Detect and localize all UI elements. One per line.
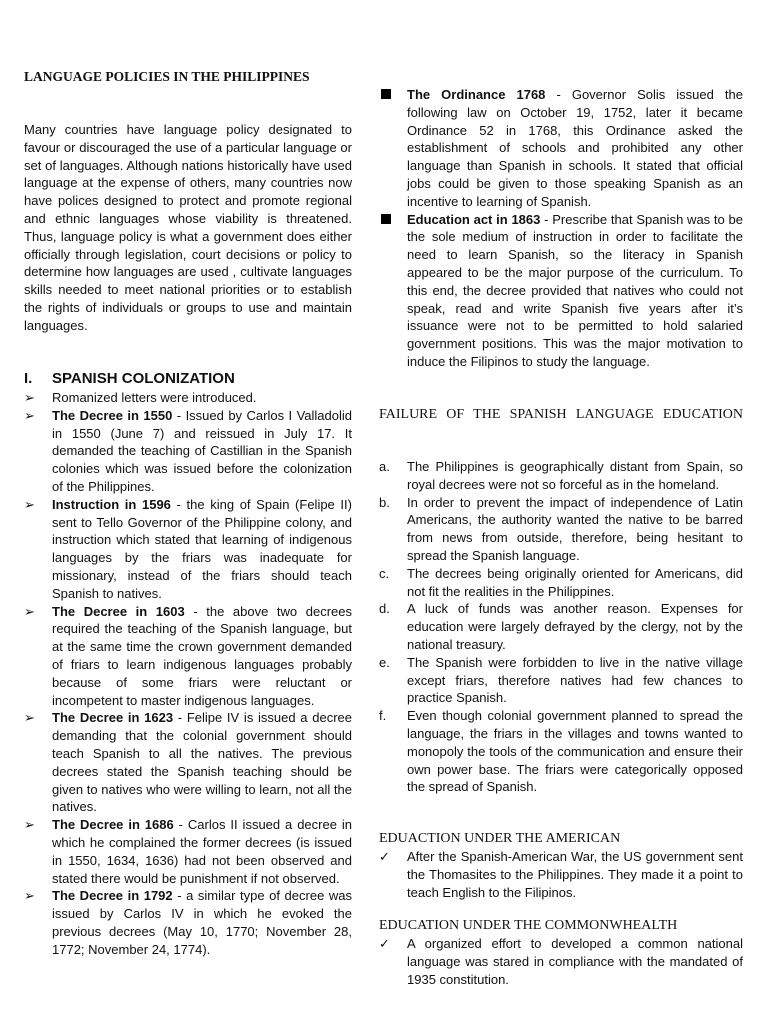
arrow-bullet-icon: ➢ [24, 603, 35, 619]
list-item: ✓ After the Spanish-American War, the US government sent the Thomasites to the Philippines. They made it a point to teach English to the Filipinos. [379, 849, 743, 900]
list-item: d. A luck of funds was another reason. Expenses for education were largely defrayed by the clergy, not by the national treasury. [379, 601, 743, 652]
list-item: ➢ The Decree in 1623 - Felipe IV is issued a decree demanding that the colonial government should teach Spanish to all the natives. The previous decrees stated the Spanish teaching should be given to natives who were willing to learn, not all the natives. [24, 710, 352, 815]
arrow-bullet-icon: ➢ [24, 407, 35, 423]
section-title: SPANISH COLONIZATION [52, 370, 235, 387]
arrow-bullet-icon: ➢ [24, 888, 35, 904]
square-bullet-icon [381, 89, 391, 99]
american-list [379, 848, 743, 901]
failure-heading: FAILURE OF THE SPANISH LANGUAGE EDUCATION [379, 407, 743, 422]
list-item: ➢ The Decree in 1603 - the above two decrees required the teaching of the Spanish language, but at the same time the crown government demanded of friars to learn indigenous languages probably because of some friars were reluctant or incompetent to master indigenous languages. [24, 603, 352, 708]
arrow-bullet-icon: ➢ [24, 817, 35, 833]
list-item: a. The Philippines is geographically distant from Spain, so royal decrees were not so forceful as in the homeland. [379, 459, 743, 492]
section-number: I. [24, 370, 33, 387]
spanish-law-list [379, 86, 743, 371]
list-item: The Ordinance 1768 - Governor Solis issued the following law on October 19, 1752, later it became Ordinance 52 in 1768, this Ordinance asked the establishment of schools and prohibited any other language than Spanish in schools. It stated that official jobs could be given to those speaking Spanish as an incentive to learning of Spanish. [379, 86, 743, 211]
list-item: e. The Spanish were forbidden to live in the native village except friars, therefore natives had few chances to practice Spanish. [379, 654, 743, 706]
commonwealth-heading: EDUCATION UNDER THE COMMONWHEALTH [379, 918, 678, 933]
section-heading [24, 370, 235, 387]
list-item: f. Even though colonial government planned to spread the language, the friars in the villages and towns wanted to monopoly the tools of the communication and ensure their own power base. The friars were categorically opposed the spread of Spanish. [379, 708, 743, 795]
commonwealth-list [379, 935, 743, 988]
arrow-bullet-icon: ➢ [24, 710, 35, 726]
checkmark-icon: ✓ [379, 849, 390, 864]
arrow-bullet-icon: ➢ [24, 496, 35, 512]
list-item: ➢ The Decree in 1550 - Issued by Carlos I Valladolid in 1550 (June 7) and reissued in July 17. It demanded the teaching of Castillian in the Spanish colonies which was issued before the colonization of the Philippines. [24, 407, 352, 494]
list-item: ➢ The Decree in 1686 - Carlos II issued a decree in which he complained the former decrees (is issued in 1550, 1634, 1636) had not been observed and stated there would be punishment if not observed. [24, 817, 352, 886]
list-item: Education act in 1863 - Prescribe that Spanish was to be the sole medium of instruction in order to facilitate the need to learn Spanish, so the literacy in Spanish appeared to be the major purpose of the curriculum. To this end, the decree provided that natives who could not speak, read and write Spanish five years after it’s issuance were not to be permitted to hold salaried government positions. This was the major motivation to induce the Filipinos to study the language. [379, 211, 743, 371]
arrow-bullet-icon: ➢ [24, 390, 35, 405]
failure-list [379, 458, 743, 796]
checkmark-icon: ✓ [379, 936, 390, 951]
american-heading: EDUACTION UNDER THE AMERICAN [379, 831, 621, 846]
list-item: c. The decrees being originally oriented for Americans, did not fit the realities in the Philippines. [379, 565, 743, 599]
page-title: LANGUAGE POLICIES IN THE PHILIPPINES [24, 69, 310, 84]
spanish-colonization-list [24, 389, 352, 959]
square-bullet-icon [381, 214, 391, 224]
list-item: ➢ The Decree in 1792 - a similar type of decree was issued by Carlos IV in which he evoked the previous decrees (May 10, 1770; November 28, 1772; November 24, 1774). [24, 888, 352, 957]
list-item: b. In order to prevent the impact of independence of Latin Americans, the authority wanted the native to be barred from news from outside, therefore, being hesitant to spread the Spanish language. [379, 494, 743, 563]
list-item: ➢ Instruction in 1596 - the king of Spain (Felipe II) sent to Tello Governor of the Philippine colony, and instruction which stated that learning of indigenous languages by the friars was inadequate for missionary, instead of the friars should teach Spanish to natives. [24, 496, 352, 601]
list-item: ➢ Romanized letters were introduced. [24, 390, 257, 405]
list-item: ✓ A organized effort to developed a common national language was stared in compliance with the mandated of 1935 constitution. [379, 936, 743, 987]
intro-paragraph: Many countries have language policy designated to favour or discouraged the use of a particular language or set of languages. Although nations historically have used language at the expense of others, many countries now have polices designed to protect and promote regional and ethnic languages whose viability is threatened. Thus, language policy is what a government does either officially through legislation, court decisions or policy to determine how languages are used , cultivate languages skills needed to meet national priorities or to establish the rights of individuals or groups to use and maintain languages. [24, 122, 352, 333]
